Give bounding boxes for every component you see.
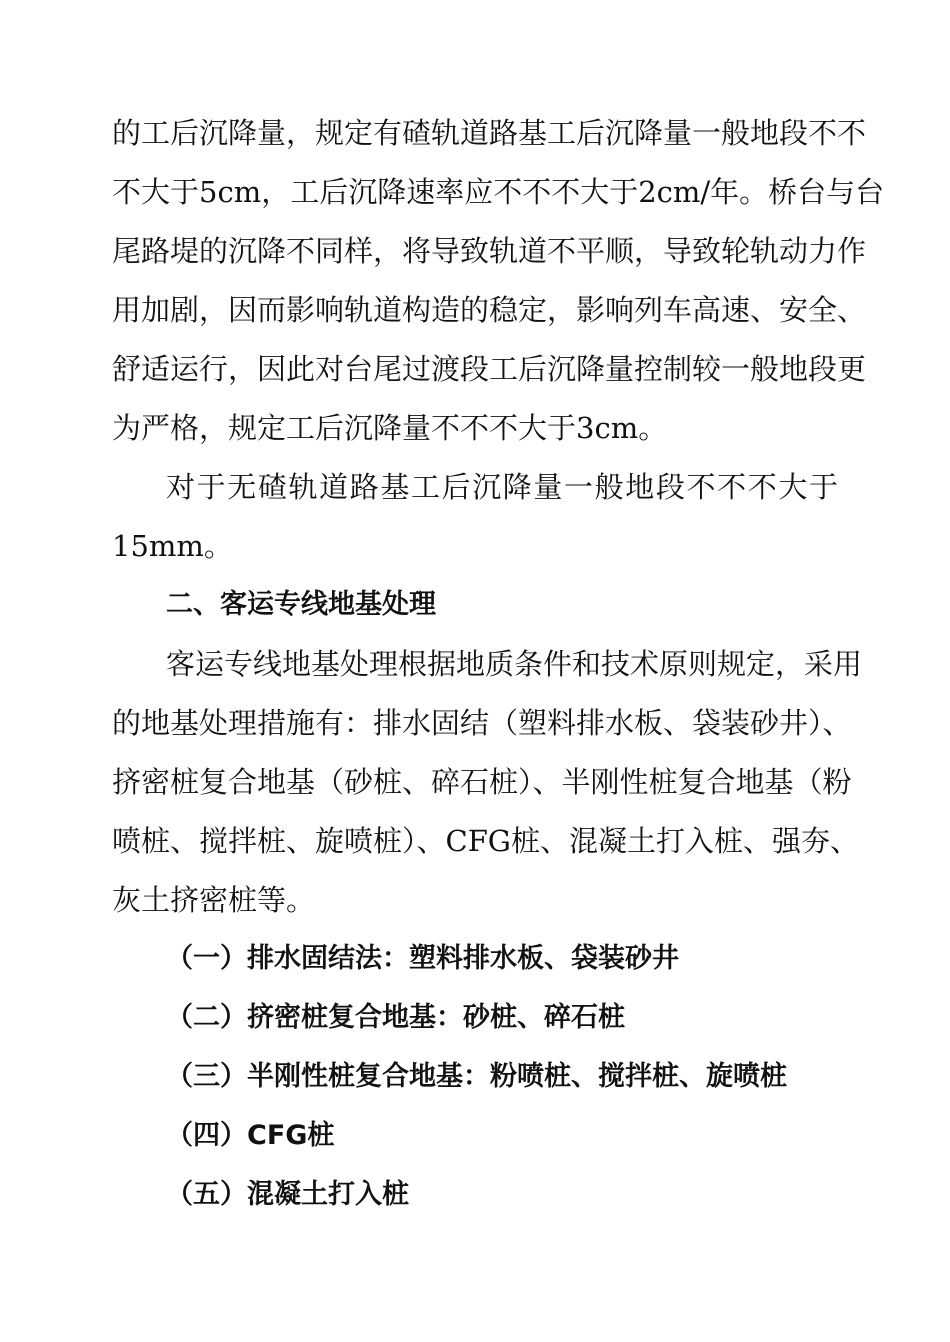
text-line: 对于无碴轨道路基工后沉降量一般地段不不不大于	[166, 470, 838, 504]
text-line: 客运专线地基处理根据地质条件和技术原则规定，采用	[166, 647, 863, 681]
text-line: 喷桩、搅拌桩、旋喷桩）、CFG桩、混凝土打入桩、强夯、	[112, 824, 859, 858]
text-line: 用加剧，因而影响轨道构造的稳定，影响列车高速、安全、	[112, 293, 867, 327]
text-line: 15mm。	[112, 529, 233, 563]
text-line: 尾路堤的沉降不同样，将导致轨道不平顺，导致轮轨动力作	[112, 234, 867, 268]
text-line: 的工后沉降量，规定有碴轨道路基工后沉降量一般地段不不	[112, 116, 867, 150]
section-heading: 二、客运专线地基处理	[166, 589, 436, 620]
subsection-heading: （三）半刚性桩复合地基：粉喷桩、搅拌桩、旋喷桩	[166, 1061, 787, 1092]
subsection-heading: （四）CFG桩	[166, 1120, 335, 1151]
subsection-heading: （五）混凝土打入桩	[166, 1179, 409, 1210]
text-line: 舒适运行，因此对台尾过渡段工后沉降量控制较一般地段更	[112, 352, 867, 386]
text-line: 为严格，规定工后沉降量不不不大于3cm。	[112, 411, 668, 445]
text-line: 灰土挤密桩等。	[112, 883, 316, 917]
subsection-heading: （二）挤密桩复合地基：砂桩、碎石桩	[166, 1002, 625, 1033]
subsection-heading: （一）排水固结法：塑料排水板、袋装砂井	[166, 943, 679, 974]
text-line: 挤密桩复合地基（砂桩、碎石桩）、半刚性桩复合地基（粉	[112, 765, 852, 799]
text-line: 不大于5cm，工后沉降速率应不不不大于2cm/年。桥台与台	[112, 175, 885, 209]
text-line: 的地基处理措施有：排水固结（塑料排水板、袋装砂井）、	[112, 706, 852, 740]
